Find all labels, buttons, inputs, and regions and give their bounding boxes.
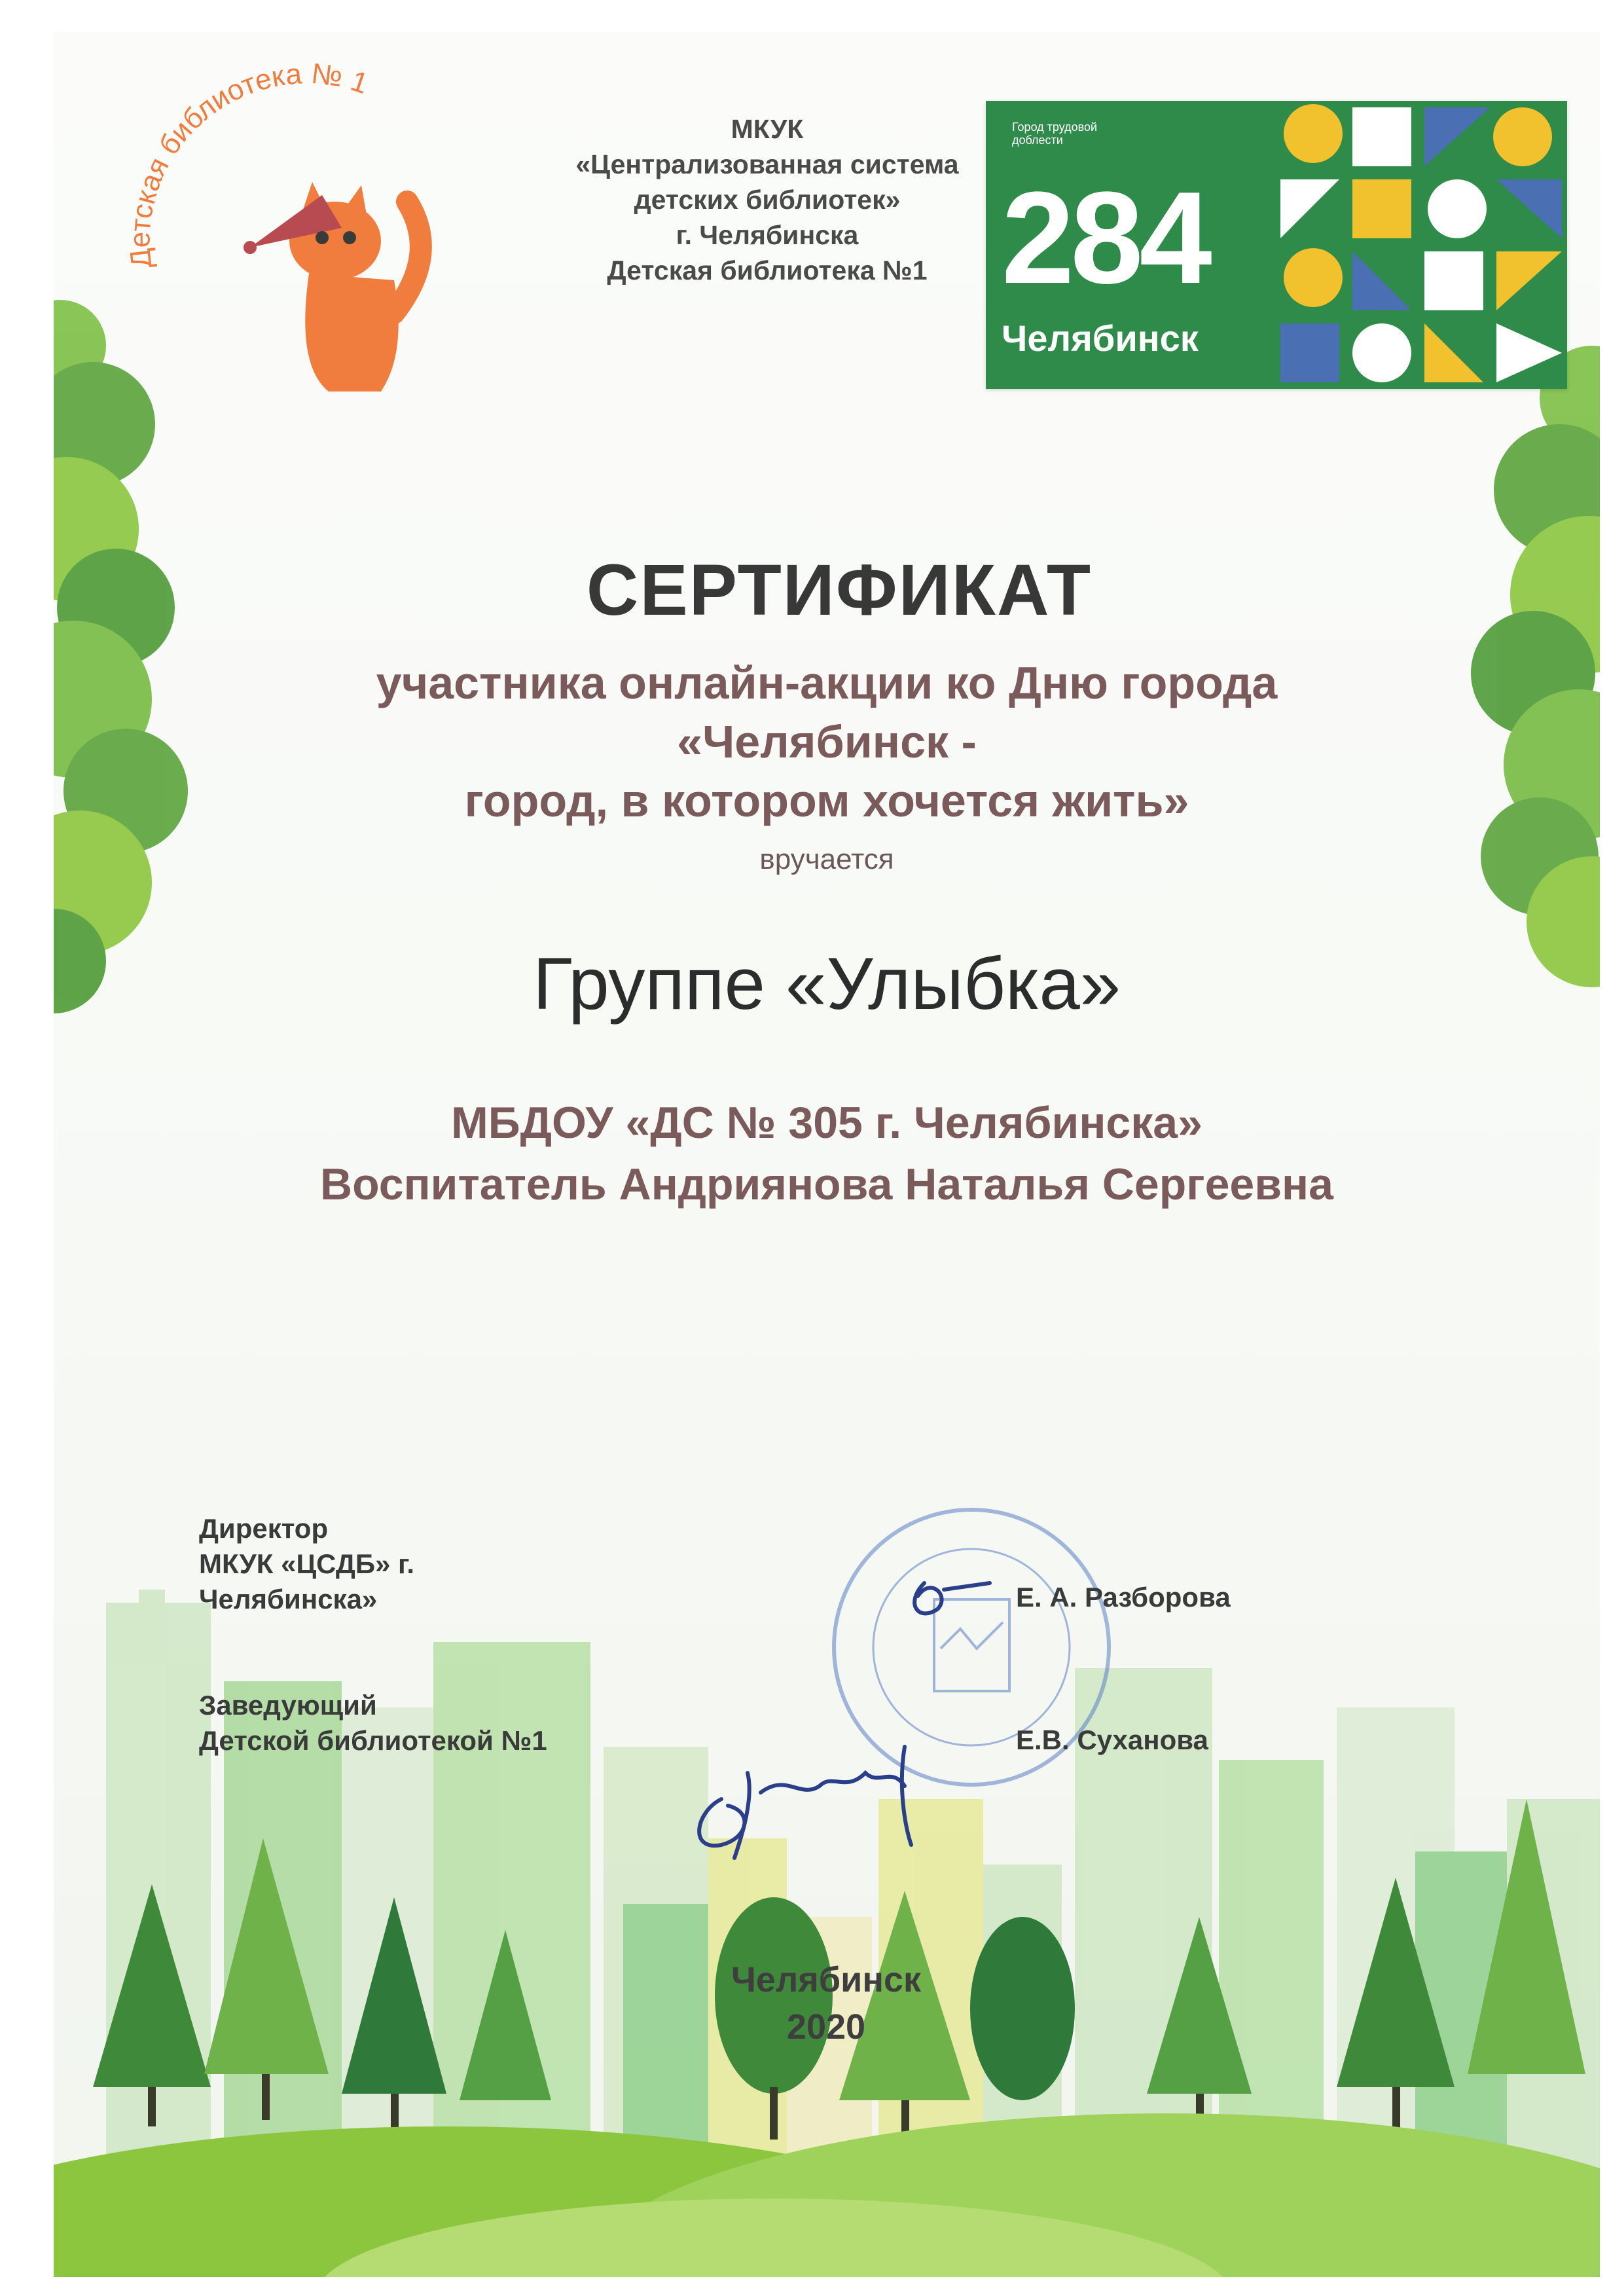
org-line-4: г. Челябинска bbox=[676, 220, 859, 250]
badge-tagline bbox=[1012, 120, 1097, 147]
badge-pattern bbox=[1274, 101, 1567, 389]
institution-line: МБДОУ «ДС № 305 г. Челябинска» bbox=[451, 1098, 1202, 1148]
logo-arc-text: Детская библиотека № 1 bbox=[124, 57, 372, 270]
badge-year: 284 bbox=[1002, 165, 1208, 311]
subtitle-line-1: участника онлайн-акции ко Дню города bbox=[376, 657, 1278, 708]
org-header bbox=[505, 111, 1029, 288]
left-foliage bbox=[54, 300, 188, 1013]
footer-city: Челябинск bbox=[731, 1960, 921, 1999]
right-foliage bbox=[1471, 346, 1600, 987]
signatory-2-role-line-2: Детской библиотекой №1 bbox=[199, 1725, 547, 1756]
org-line-5: Детская библиотека №1 bbox=[607, 255, 928, 285]
org-line-1: МКУК bbox=[731, 114, 804, 144]
teacher-line: Воспитатель Андриянова Наталья Сергеевна bbox=[320, 1159, 1333, 1209]
footer bbox=[695, 1956, 957, 2050]
library-cat-logo bbox=[124, 58, 421, 392]
awarded-label: вручается bbox=[759, 843, 894, 875]
certificate-sheet bbox=[54, 31, 1600, 2277]
signatory-1-name: Е. А. Разборова bbox=[1016, 1582, 1231, 1613]
badge-tagline-1: Город трудовой bbox=[1012, 120, 1098, 134]
subtitle-line-2: «Челябинск - bbox=[677, 716, 977, 767]
subtitle-line-3: город, в котором хочется жить» bbox=[464, 775, 1189, 826]
footer-year: 2020 bbox=[786, 2007, 866, 2047]
signatory-1-role-line-1: Директор bbox=[199, 1513, 329, 1544]
certificate-title: СЕРТИФИКАТ bbox=[586, 550, 1093, 630]
certificate-subtitle bbox=[185, 653, 1469, 830]
signatory-2-name: Е.В. Суханова bbox=[1016, 1724, 1208, 1755]
signatory-1-role bbox=[199, 1511, 414, 1617]
signatory-2-role-line-1: Заведующий bbox=[199, 1690, 377, 1721]
signatory-1-role-line-2: МКУК «ЦСДБ» г. bbox=[199, 1548, 415, 1579]
signatory-2-role bbox=[199, 1688, 547, 1758]
signatory-1-role-line-3: Челябинска» bbox=[199, 1584, 378, 1614]
badge-tagline-2: доблести bbox=[1012, 134, 1063, 147]
org-line-2: «Централизованная система bbox=[575, 149, 959, 179]
recipient-details bbox=[152, 1092, 1502, 1215]
org-line-3: детских библиотек» bbox=[634, 185, 901, 215]
skyline bbox=[106, 1590, 1600, 2192]
recipient-name: Группе «Улыбка» bbox=[532, 943, 1121, 1025]
city-anniversary-badge bbox=[986, 101, 1567, 389]
badge-city: Челябинск bbox=[1002, 318, 1199, 359]
